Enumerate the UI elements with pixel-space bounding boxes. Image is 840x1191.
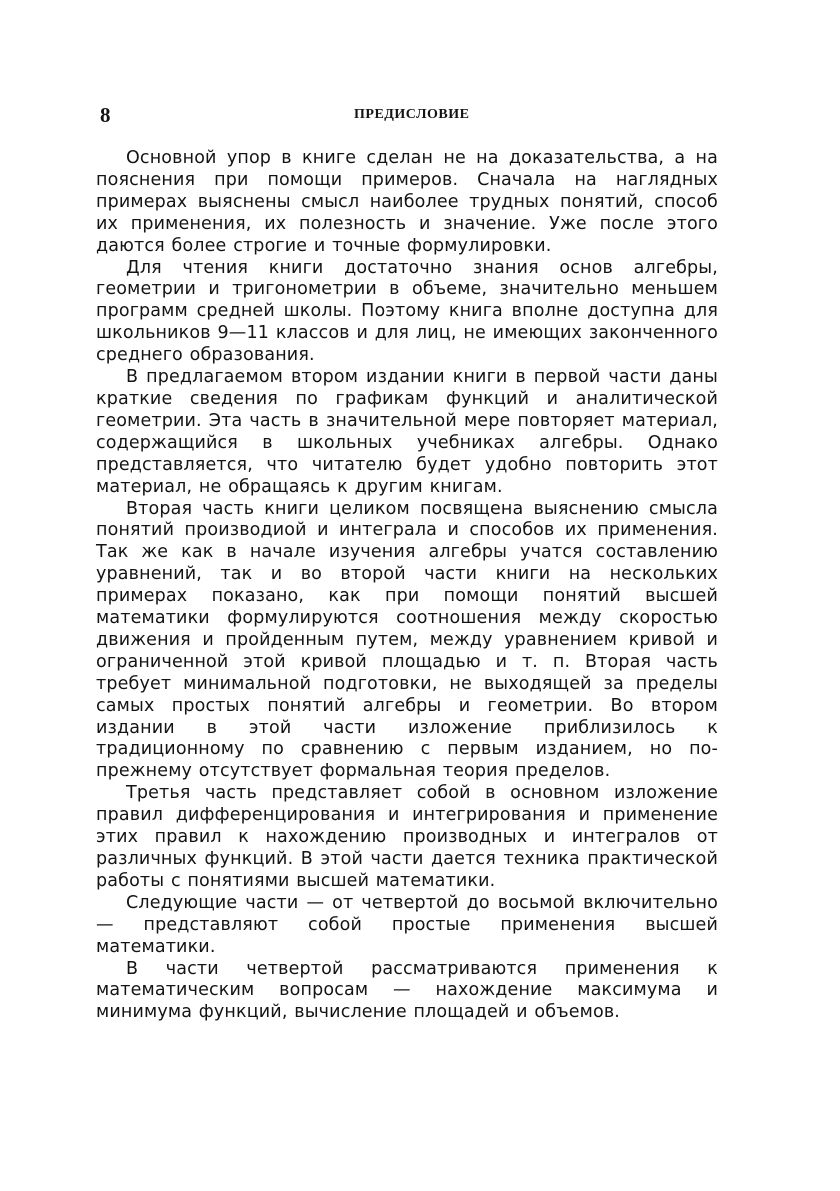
paragraph-part-four: В части четвертой рассматриваются применения к математическим вопросам — нахождение максимума и минимума функций, вычисление площадей и объемов.: [96, 958, 718, 1023]
paragraph-part-one: В предлагаемом втором издании книги в первой части даны краткие сведения по графикам функций и аналитической геометрии. Эта часть в значительной мере повторяет материал, содержащийся в школьных учебниках алгебры. Однако представляется, что читателю будет удобно повторить этот материал, не обращаясь к другим книгам.: [96, 367, 718, 497]
paragraph-parts-four-to-eight: Следующие части — от четвертой до восьмой включительно — представляют собой простые применения высшей математики.: [96, 892, 718, 957]
paragraph-prerequisites: Для чтения книги достаточно знания основ алгебры, геометрии и тригонометрии в объеме, значительно меньшем программ средней школы. Поэтому книга вполне доступна для школьников 9—11 классов и для лиц, не имеющих законченного среднего образования.: [96, 257, 718, 366]
header-title: ПРЕДИСЛОВИЕ: [354, 107, 470, 122]
running-head: [100, 103, 720, 127]
paragraph-part-two: Вторая часть книги целиком посвящена выяснению смысла понятий производиой и интеграла и способов их применения. Так же как в начале изучения алгебры учатся составлению уравнений, так и во второй части книги на нескольких примерах показано, как при помощи понятий высшей математики формулируются соотношения между скоростью движения и пройденным путем, между уравнением кривой и ограниченной этой кривой площадью и т. п. Вторая часть требует минимальной подготовки, не выходящей за пределы самых простых понятий алгебры и геометрии. Во втором издании в этой части изложение приблизилось к традиционному по сравнению с первым изданием, но по-прежнему отсутствует формальная теория пределов.: [96, 498, 718, 782]
paragraph-part-three: Третья часть представляет собой в основном изложение правил дифференцирования и интегрирования и применение этих правил к нахождению производных и интегралов от различных функций. В этой части дается техника практической работы с понятиями высшей математики.: [96, 783, 718, 891]
page-number: 8: [100, 103, 111, 127]
paragraph-main-emphasis: Основной упор в книге сделан не на доказательства, а на пояснения при помощи примеров. Сначала на наглядных примерах выяснены смысл наиболее трудных понятий, способ их применения, их полезность и значение. Уже после этого даются более строгие и точные формулировки.: [96, 148, 718, 256]
body-text: [96, 148, 718, 1024]
